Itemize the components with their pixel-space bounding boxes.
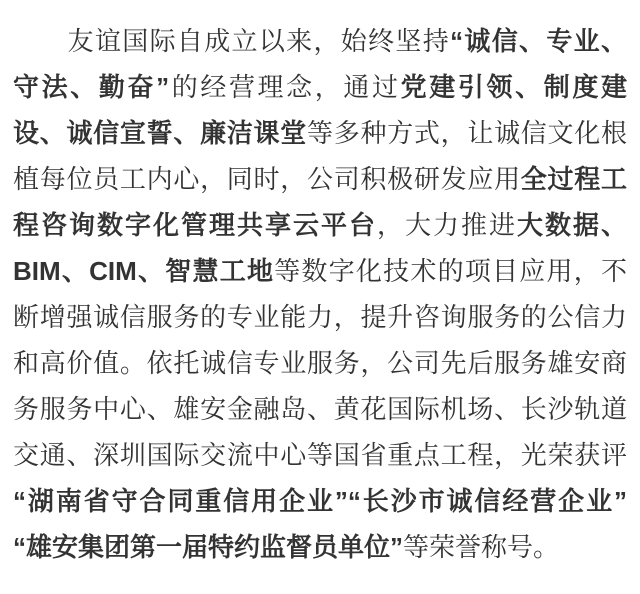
- paragraph-line: [13, 524, 627, 570]
- text-run: 和高价值。依托诚信专业服务，公司先后服务雄安商: [13, 348, 627, 378]
- bold-text-run: 党建引领、制度建: [400, 72, 627, 102]
- bold-text-run: 大数据、: [516, 210, 627, 240]
- bold-text-run: 程咨询数字化管理共享云平台: [13, 210, 377, 240]
- text-run: 等多种方式，让诚信文化根: [307, 118, 627, 148]
- text-run: 等数字化技术的项目应用，不: [274, 256, 627, 286]
- bold-text-run: 设、诚信宣誓、廉洁课堂: [13, 118, 307, 148]
- bold-text-run: 全过程工: [520, 164, 627, 194]
- paragraph-line: [13, 386, 627, 432]
- bold-text-run: “雄安集团第一届特约监督员单位”: [13, 532, 404, 562]
- bold-text-run: BIM、CIM、智慧工地: [13, 256, 275, 286]
- paragraph-line: [13, 294, 627, 340]
- paragraph-line: [13, 110, 627, 156]
- paragraph-line: [13, 18, 627, 64]
- paragraph-line: [13, 248, 627, 294]
- paragraph-line: [13, 202, 627, 248]
- text-run: 等荣誉称号。: [403, 532, 560, 562]
- text-run: 务服务中心、雄安金融岛、黄花国际机场、长沙轨道: [13, 394, 627, 424]
- text-run: 的经营理念，通过: [169, 72, 401, 102]
- bold-text-run: 守法、勤奋”: [13, 72, 170, 102]
- paragraph-line: [13, 156, 627, 202]
- paragraph-line: [13, 478, 627, 524]
- text-run: ，大力推进: [376, 210, 517, 240]
- bold-text-run: “湖南省守合同重信用企业”“长沙市诚信经营企业”: [13, 486, 627, 516]
- text-run: 断增强诚信服务的专业能力，提升咨询服务的公信力: [13, 302, 627, 332]
- text-run: 植每位员工内心，同时，公司积极研发应用: [13, 164, 521, 194]
- text-run: 友谊国际自成立以来，始终坚持: [13, 26, 451, 56]
- bold-text-run: “诚信、专业、: [450, 26, 627, 56]
- paragraph-line: [13, 432, 627, 478]
- paragraph-line: [13, 340, 627, 386]
- paragraph-line: [13, 64, 627, 110]
- text-run: 交通、深圳国际交流中心等国省重点工程，光荣获评: [13, 440, 627, 470]
- body-paragraph: [13, 18, 627, 570]
